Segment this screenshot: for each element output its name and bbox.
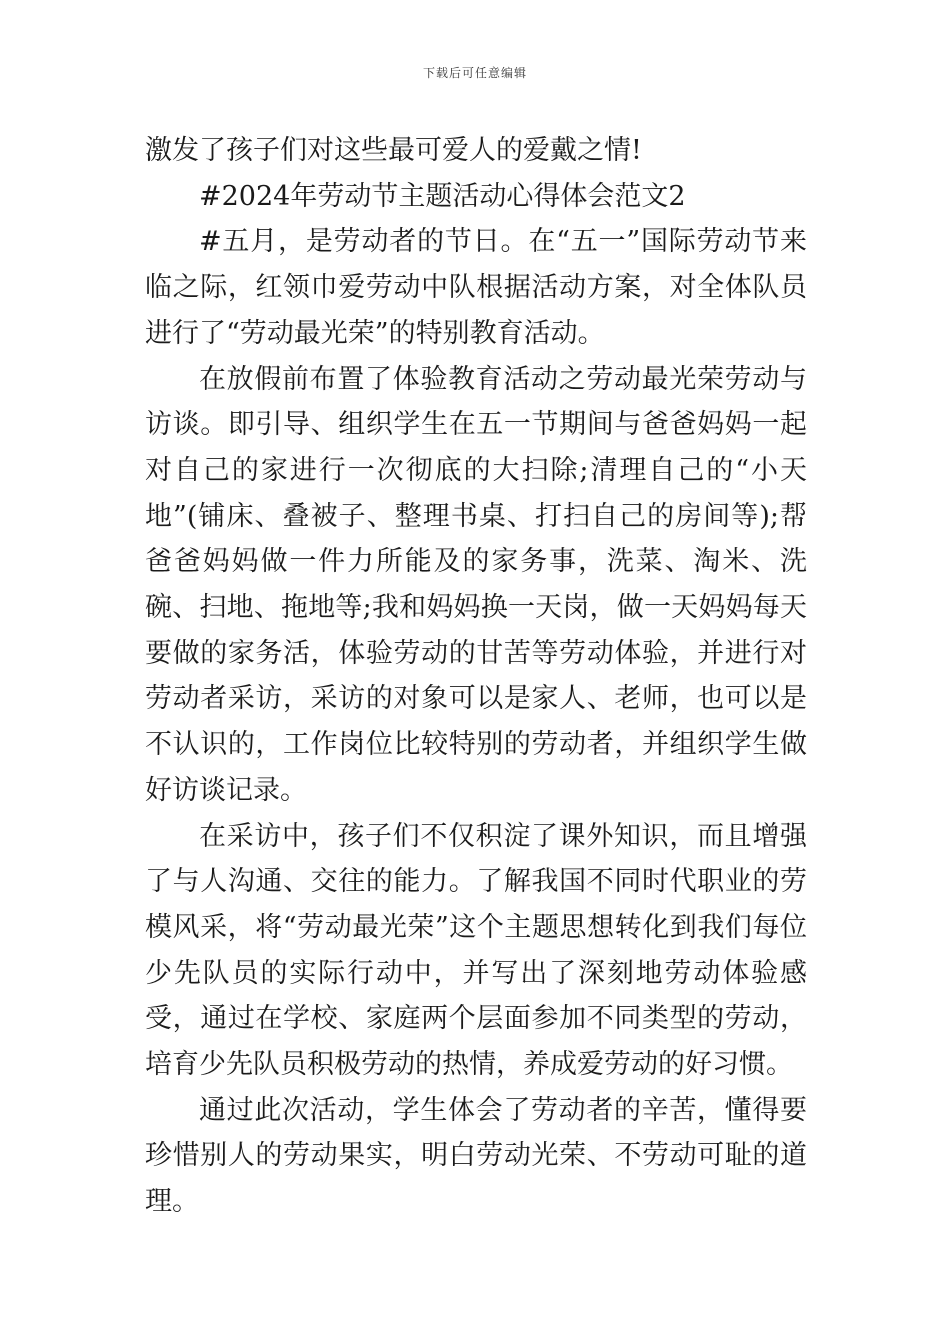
paragraph: 通过此次活动，学生体会了劳动者的辛苦，懂得要珍惜别人的劳动果实，明白劳动光荣、不劳动可耻的道理。 <box>145 1094 807 1218</box>
header-note: 下载后可任意编辑 <box>422 66 527 80</box>
section-heading: #2024年劳动节主题活动心得体会范文2 <box>199 180 686 212</box>
paragraph: 在采访中，孩子们不仅积淀了课外知识，而且增强了与人沟通、交往的能力。了解我国不同时代职业的劳模风采，将“劳动最光荣”这个主题思想转化到我们每位少先队员的实际行动中，并写出了深刻地劳动体验感受，通过在学校、家庭两个层面参加不同类型的劳动，培育少先队员积极劳动的热情，养成爱劳动的好习惯。 <box>145 820 807 1081</box>
document-body <box>145 128 807 1225</box>
paragraph: 在放假前布置了体验教育活动之劳动最光荣劳动与访谈。即引导、组织学生在五一节期间与爸爸妈妈一起对自己的家进行一次彻底的大扫除;清理自己的“小天地”(铺床、叠被子、整理书桌、打扫自己的房间等);帮爸爸妈妈做一件力所能及的家务事，洗菜、淘米、洗碗、扫地、拖地等;我和妈妈换一天岗，做一天妈妈每天要做的家务活，体验劳动的甘苦等劳动体验，并进行对劳动者采访，采访的对象可以是家人、老师，也可以是不认识的，工作岗位比较特别的劳动者，并组织学生做好访谈记录。 <box>145 363 807 806</box>
paragraph-continuation: 激发了孩子们对这些最可爱人的爱戴之情! <box>145 135 642 166</box>
paragraph: #五月，是劳动者的节日。在“五一”国际劳动节来临之际，红领巾爱劳动中队根据活动方案，对全体队员进行了“劳动最光荣”的特别教育活动。 <box>145 226 807 349</box>
